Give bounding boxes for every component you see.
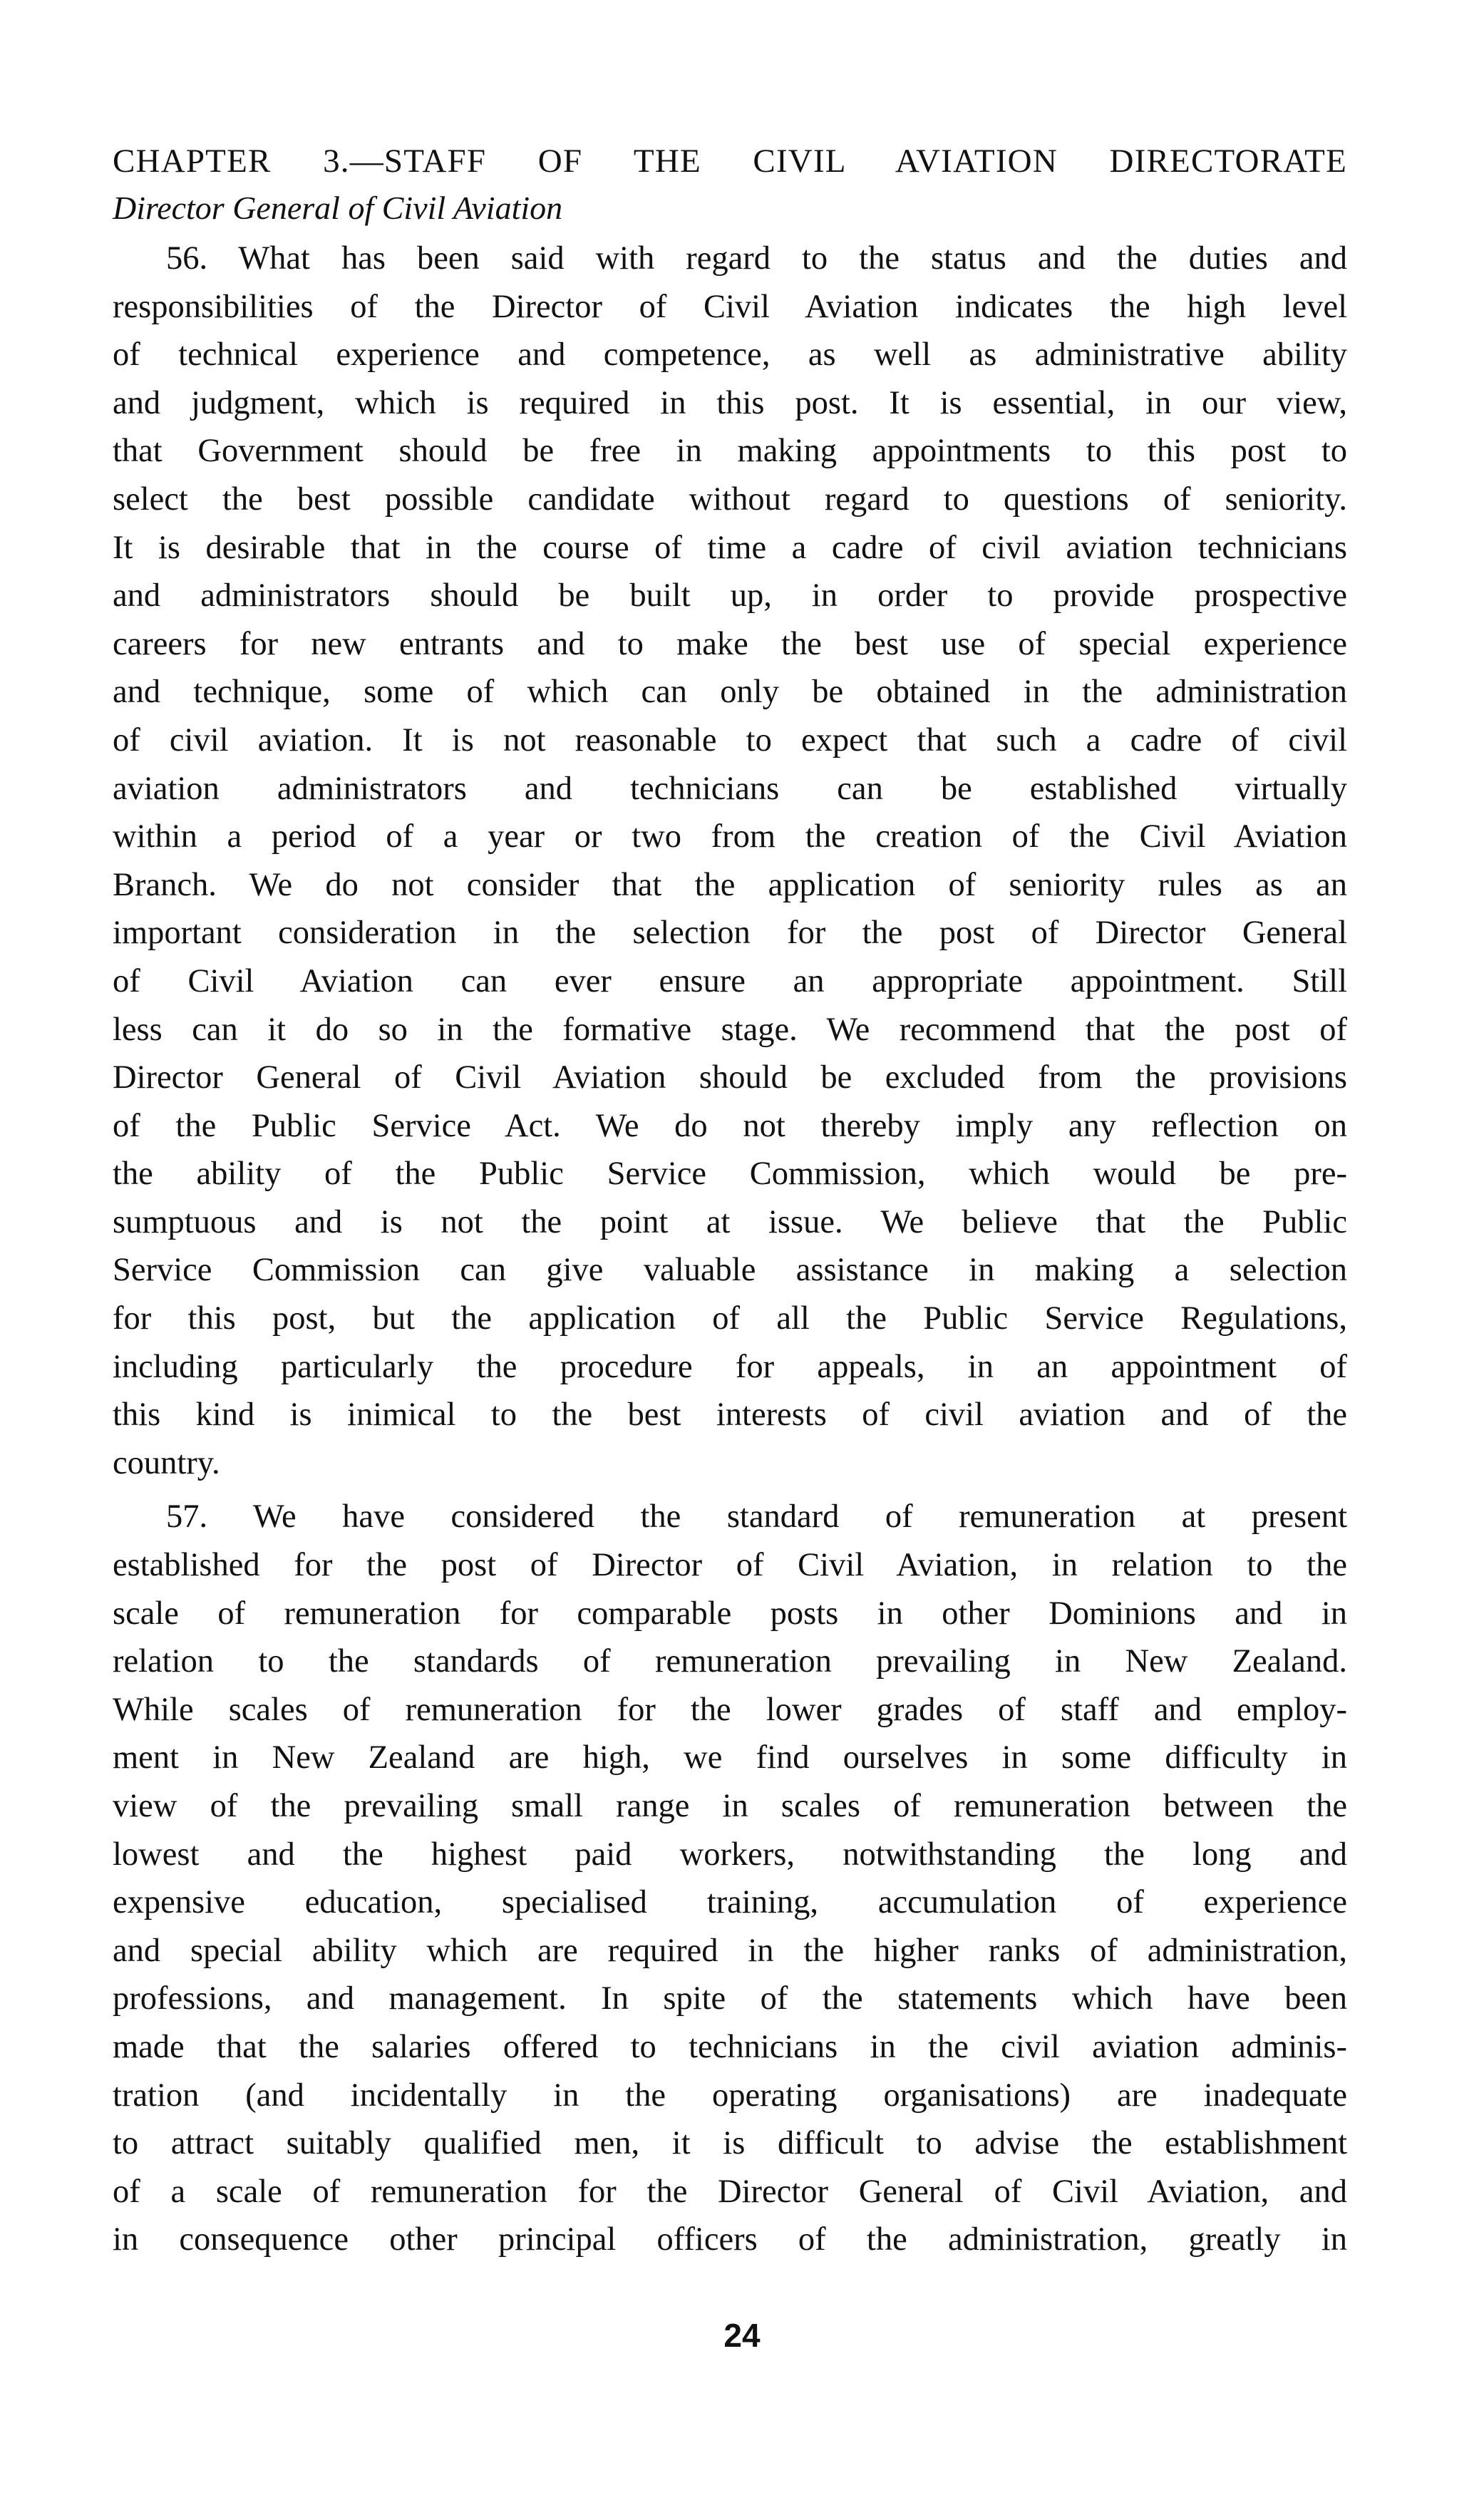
text-line: professions, and management. In spite of the statements which have been: [113, 1980, 1347, 2017]
text-line: of the Public Service Act. We do not thereby imply any reflection on: [113, 1107, 1347, 1144]
text-line: to attract suitably qualified men, it is difficult to advise the establishment: [113, 2125, 1347, 2162]
text-line: While scales of remuneration for the lower grades of staff and employ-: [113, 1691, 1347, 1728]
text-line: sumptuous and is not the point at issue. We believe that the Public: [113, 1203, 1347, 1240]
text-line: relation to the standards of remuneration prevailing in New Zealand.: [113, 1643, 1347, 1680]
text-line: important consideration in the selection for the post of Director General: [113, 915, 1347, 952]
page-number: 24: [723, 2317, 761, 2354]
text-line: for this post, but the application of all the Public Service Regulations,: [113, 1300, 1347, 1337]
text-line: established for the post of Director of Civil Aviation, in relation to the: [113, 1547, 1347, 1584]
text-line: that Government should be free in making appointments to this post to: [113, 433, 1347, 470]
text-line: Director General of Civil Aviation should be excluded from the provisions: [113, 1059, 1347, 1096]
text-line: the ability of the Public Service Commission, which would be pre-: [113, 1156, 1347, 1193]
text-line: Branch. We do not consider that the application of seniority rules as an: [113, 866, 1347, 903]
text-line: 57. We have considered the standard of remuneration at present: [166, 1498, 1347, 1536]
text-line: including particularly the procedure for appeals, in an appointment of: [113, 1348, 1347, 1385]
text-line: this kind is inimical to the best interests of civil aviation and of the: [113, 1397, 1347, 1434]
text-line: in consequence other principal officers of the administration, greatly in: [113, 2221, 1347, 2258]
text-line: select the best possible candidate without regard to questions of seniority.: [113, 480, 1347, 518]
text-line: made that the salaries offered to technicians in the civil aviation adminis-: [113, 2028, 1347, 2065]
text-line: and judgment, which is required in this post. It is essential, in our view,: [113, 384, 1347, 421]
text-line: 56. What has been said with regard to the status and the duties and: [166, 240, 1347, 277]
text-line: scale of remuneration for comparable posts in other Dominions and in: [113, 1595, 1347, 1632]
text-line: tration (and incidentally in the operating organisations) are inadequate: [113, 2077, 1347, 2114]
text-line: responsibilities of the Director of Civil Aviation indicates the high level: [113, 288, 1347, 325]
text-line: ment in New Zealand are high, we find ourselves in some difficulty in: [113, 1739, 1347, 1776]
paragraph-56: [113, 235, 1347, 1487]
text-line: Service Commission can give valuable assistance in making a selection: [113, 1252, 1347, 1289]
paragraph-57: [113, 1493, 1347, 2264]
text-line: and special ability which are required in the higher ranks of administration,: [113, 1932, 1347, 1969]
text-line: of civil aviation. It is not reasonable to expect that such a cadre of civil: [113, 721, 1347, 758]
text-line: less can it do so in the formative stage. We recommend that the post of: [113, 1011, 1347, 1048]
text-line: within a period of a year or two from the creation of the Civil Aviation: [113, 818, 1347, 855]
chapter-heading: CHAPTER 3.—STAFF OF THE CIVIL AVIATION DIRECTORATE: [113, 143, 1347, 180]
text-line: view of the prevailing small range in scales of remuneration between the: [113, 1788, 1347, 1824]
text-line: of a scale of remuneration for the Director General of Civil Aviation, and: [113, 2173, 1347, 2210]
text-line: expensive education, specialised training, accumulation of experience: [113, 1884, 1347, 1921]
text-line: of Civil Aviation can ever ensure an appropriate appointment. Still: [113, 962, 1347, 999]
text-line: It is desirable that in the course of time a cadre of civil aviation technicians: [113, 529, 1347, 566]
text-line: and technique, some of which can only be obtained in the administration: [113, 674, 1347, 711]
text-line: of technical experience and competence, as well as administrative ability: [113, 336, 1347, 374]
text-line: country.: [113, 1444, 220, 1481]
text-line: aviation administrators and technicians can be established virtually: [113, 770, 1347, 807]
section-heading: Director General of Civil Aviation: [113, 190, 563, 226]
text-line: careers for new entrants and to make the best use of special experience: [113, 625, 1347, 662]
text-line: lowest and the highest paid workers, notwithstanding the long and: [113, 1836, 1347, 1873]
body-text: [113, 235, 1347, 2264]
text-line: and administrators should be built up, in order to provide prospective: [113, 577, 1347, 614]
